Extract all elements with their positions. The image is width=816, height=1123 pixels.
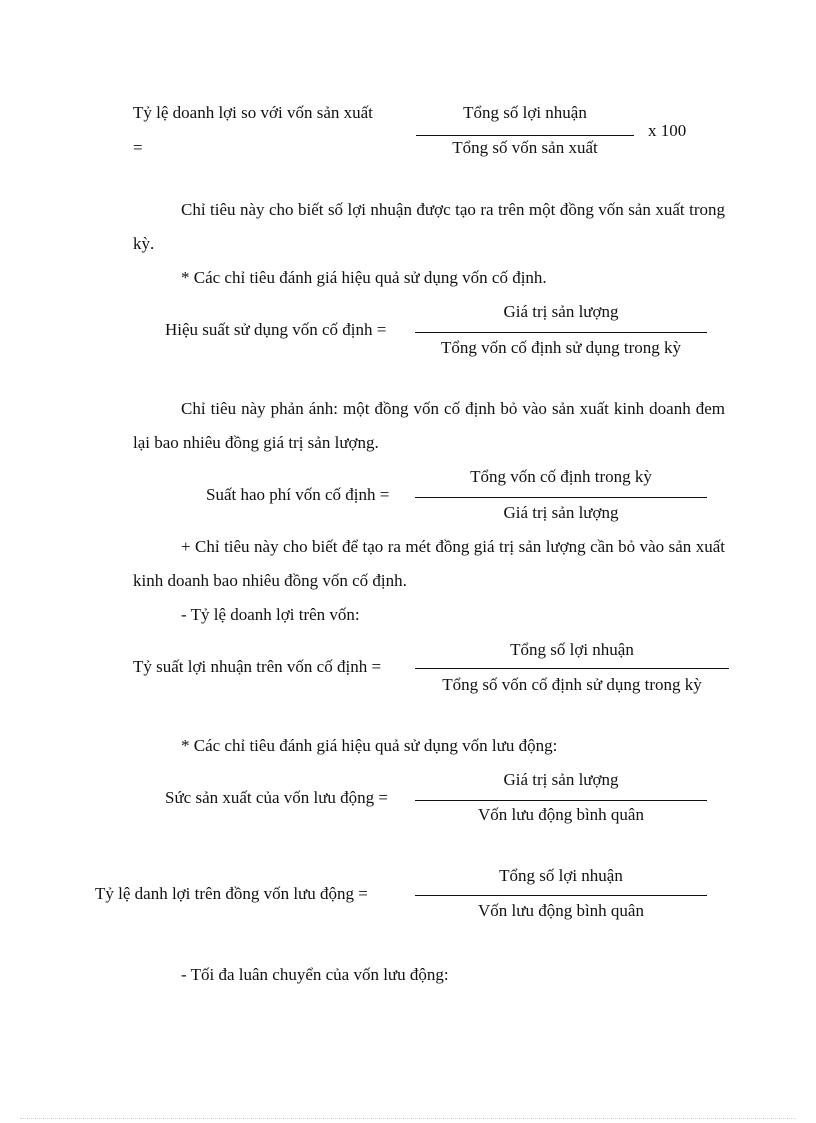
paragraph-capital-needed: + Chỉ tiêu này cho biết để tạo ra mét đồng giá trị sản lượng cần bỏ vào sản xuất kinh doanh bao nhiêu đồng vốn cố định.	[133, 537, 725, 590]
paragraph-profit-per-capital: Chỉ tiêu này cho biết số lợi nhuận được tạo ra trên một đồng vốn sản xuất trong kỳ.	[133, 200, 725, 253]
heading-working-capital-indicators: * Các chỉ tiêu đánh giá hiệu quả sử dụng vốn lưu động:	[181, 736, 558, 755]
formula2-numerator: Giá trị sản lượng	[503, 302, 619, 321]
formula2-label: Hiệu suất sử dụng vốn cố định =	[165, 320, 387, 339]
formula4-label: Tỷ suất lợi nhuận trên vốn cố định =	[133, 657, 382, 676]
formula5-fraction-bar	[415, 800, 707, 801]
formula4-denominator: Tổng số vốn cố định sử dụng trong kỳ	[442, 675, 702, 694]
formula5-label: Sức sản xuất của vốn lưu động =	[165, 788, 389, 807]
heading-return-on-capital: - Tỷ lệ doanh lợi trên vốn:	[181, 605, 360, 624]
formula4-numerator: Tổng số lợi nhuận	[510, 640, 634, 659]
formula6-label: Tỷ lệ danh lợi trên đồng vốn lưu động =	[95, 884, 368, 903]
formula6-denominator: Vốn lưu động bình quân	[478, 901, 644, 920]
formula2-denominator: Tổng vốn cố định sử dụng trong kỳ	[440, 338, 682, 357]
formula3-label: Suất hao phí vốn cố định =	[206, 485, 390, 504]
heading-max-circulation: - Tối đa luân chuyển của vốn lưu động:	[181, 965, 449, 984]
formula4-fraction-bar	[415, 668, 729, 669]
page-bottom-divider	[20, 1118, 796, 1119]
heading-fixed-capital-indicators: * Các chỉ tiêu đánh giá hiệu quả sử dụng vốn cố định.	[181, 268, 547, 287]
formula1-denominator: Tổng số vốn sản xuất	[452, 138, 598, 157]
formula1-fraction-bar	[416, 135, 634, 136]
paragraph-fixed-capital-reflection: Chỉ tiêu này phản ánh: một đồng vốn cố định bỏ vào sản xuất kinh doanh đem lại bao nhiêu đồng giá trị sản lượng.	[133, 399, 725, 452]
formula3-numerator: Tổng vốn cố định trong kỳ	[470, 467, 652, 486]
formula3-denominator: Giá trị sản lượng	[503, 503, 619, 522]
formula1-multiplier: x 100	[648, 121, 687, 140]
formula1-numerator: Tổng số lợi nhuận	[463, 103, 587, 122]
formula5-denominator: Vốn lưu động bình quân	[478, 805, 644, 824]
formula6-numerator: Tổng số lợi nhuận	[499, 866, 623, 885]
formula1-equals-sign: =	[133, 138, 143, 157]
formula2-fraction-bar	[415, 332, 707, 333]
formula3-fraction-bar	[415, 497, 707, 498]
formula1-label-line1: Tỷ lệ doanh lợi so với vốn sản xuất	[133, 103, 373, 122]
formula6-fraction-bar	[415, 895, 707, 896]
formula5-numerator: Giá trị sản lượng	[503, 770, 619, 789]
